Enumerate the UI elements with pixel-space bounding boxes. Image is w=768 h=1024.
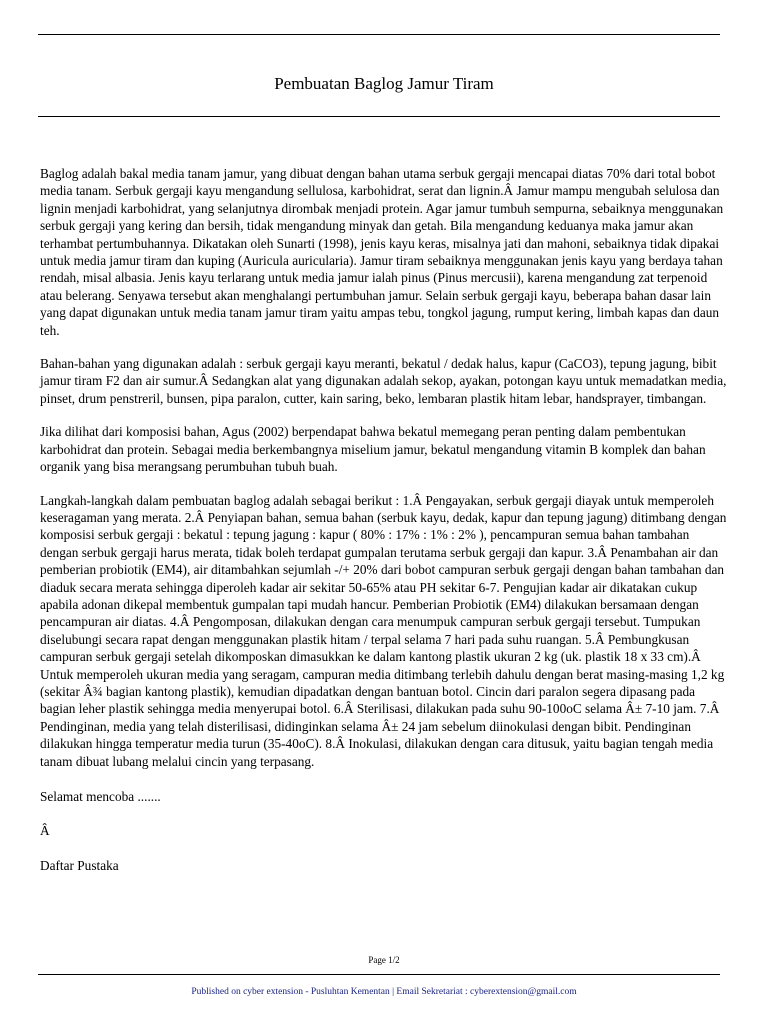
article-body — [40, 165, 730, 892]
header-rule — [38, 34, 720, 35]
title-rule — [38, 116, 720, 117]
page-number: Page 1/2 — [368, 955, 400, 965]
paragraph-blank-marker: Â — [40, 823, 50, 839]
footer-text: Published on cyber extension - Pusluhtan Kementan | Email Sekretariat : cyberextension@gmail.com — [191, 987, 577, 997]
paragraph-materials: Bahan-bahan yang digunakan adalah : serbuk gergaji kayu meranti, bekatul / dedak halus, kapur (CaCO3), tepung jagung, bibit jamur tiram F2 dan air sumur.Â Sedangkan alat yang digunakan adalah sekop, ayakan, potongan kayu untuk memadatkan media, pinset, drum penstreril, bunsen, pipa paralon, cutter, kain saring, beko, lembaran plastik hitam lebar, handsprayer, timbangan. — [40, 356, 727, 406]
document-title: Pembuatan Baglog Jamur Tiram — [274, 74, 494, 93]
paragraph-intro: Baglog adalah bakal media tanam jamur, yang dibuat dengan bahan utama serbuk gergaji mencapai diatas 70% dari total bobot media tanam. Serbuk gergaji kayu mengandung sellulosa, karbohidrat, serat dan lignin.Â Jamur mampu mengubah selulosa dan lignin menjadi karbohidrat, yang selanjutnya dirombak menjadi protein. Agar jamur tumbuh sempurna, sebaiknya menggunakan serbuk gergaji yang kering dan bersih, tidak mengandung minyak dan getah. Bila mengandung keduanya maka jamur akan terhambat pertumbuhannya. Dikatakan oleh Sunarti (1998), jenis kayu keras, misalnya jati dan mahoni, sebaiknya tidak dipakai untuk media jamur tiram dan kuping (Auricula auricularia). Jamur tiram sebaiknya menggunakan jenis kayu yang berdaya tahan rendah, misal albasia. Jenis kayu terlarang untuk media jamur ialah pinus (Pinus mercusii), karena mengandung zat terpenoid atau belerang. Senyawa tersebut akan menghalangi pertumbuhan jamur. Selain serbuk gergaji kayu, beberapa bahan dasar lain yang dapat digunakan untuk media tanam jamur tiram yaitu ampas tebu, tongkol jagung, rumput kering, limbah kapas dan daun teh. — [40, 166, 724, 338]
paragraph-composition: Jika dilihat dari komposisi bahan, Agus (2002) berpendapat bahwa bekatul memegang peran penting dalam pembentukan karbohidrat dan protein. Sebagai media berkembangnya miselium jamur, bekatul mengandung vitamin B komplek dan bahan organik yang bisa merangsang perumbuhan tubuh buah. — [40, 424, 706, 475]
paragraph-references-heading: Daftar Pustaka — [40, 858, 119, 874]
paragraph-steps: Langkah-langkah dalam pembuatan baglog adalah sebagai berikut : 1.Â Pengayakan, serbuk gergaji diayak untuk memperoleh keseragaman yang merata. 2.Â Penyiapan bahan, semua bahan (serbuk kayu, dedak, kapur dan tepung jagung) ditimbang dengan komposisi serbuk gergaji : bekatul : tepung jagung : kapur ( 80% : 17% : 1% : 2% ), pencampuran semua bahan tambahan dengan serbuk gergaji harus merata, tidak boleh terdapat gumpalan terutama serbuk gergaji dan kapur. 3.Â Penambahan air dan pemberian probiotik (EM4), air ditambahkan sejumlah -/+ 20% dari bobot campuran serbuk gergaji dengan bahan tambahan dan diaduk secara merata sehingga diperoleh kadar air sekitar 50-65% atau PH sekitar 6-7. Pengujian kadar air dikatakan cukup apabila adonan dikepal membentuk gumpalan tapi mudah hancur. Pemberian Probiotik (EM4) dilakukan bersamaan dengan pencampuran air diatas. 4.Â Pengomposan, dilakukan dengan cara menumpuk campuran serbuk gergaji tersebut. Tumpukan diselubungi secara rapat dengan menggunakan plastik hitam / terpal selama 7 hari pada suhu ruangan. 5.Â Pembungkusan campuran serbuk gergaji setelah dikomposkan dimasukkan ke dalam kantong plastik ukuran 2 kg (uk. plastik 18 x 33 cm).Â Untuk memperoleh ukuran media yang seragam, campuran media ditimbang terlebih dahulu dengan berat masing-masing 1,2 kg (sekitar Â¾ bagian kantong plastik), kemudian dipadatkan dengan bantuan botol. Cincin dari paralon segera dipasang pada bagian leher plastik sehingga media menyerupai botol. 6.Â Sterilisasi, dilakukan pada suhu 90-100oC selama Â± 7-10 jam. 7.Â Pendinginan, media yang telah disterilisasi, didinginkan selama Â± 24 jam sebelum diinokulasi dengan bibit. Pendinginan dilakukan hingga temperatur media turun (35-40oC). 8.Â Inokulasi, dilakukan dengan cara ditusuk, yaitu bagian tengah media tanam dibuat lubang melalui cincin yang terpasang. — [40, 492, 727, 769]
footer-rule — [38, 974, 720, 975]
paragraph-closing: Selamat mencoba ....... — [40, 788, 161, 804]
